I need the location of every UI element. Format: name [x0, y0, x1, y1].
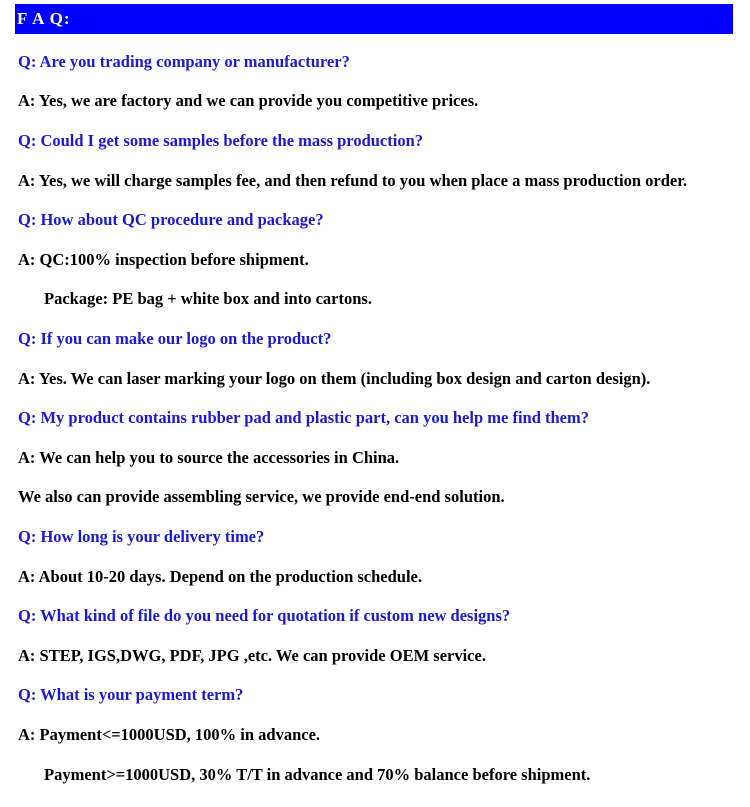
- answer-factory: A: Yes, we are factory and we can provide you competitive prices.: [18, 91, 479, 110]
- answer-logo: A: Yes. We can laser marking your logo on them (including box design and carton design).: [18, 369, 651, 388]
- answer-samples: A: Yes, we will charge samples fee, and then refund to you when place a mass production order.: [18, 171, 688, 190]
- answer-package: Package: PE bag + white box and into cartons.: [44, 289, 372, 308]
- answer-assembling: We also can provide assembling service, we provide end-end solution.: [18, 487, 505, 506]
- question-rubber-pad: Q: My product contains rubber pad and plastic part, can you help me find them?: [18, 408, 589, 427]
- question-logo: Q: If you can make our logo on the product?: [18, 329, 332, 348]
- question-qc-package: Q: How about QC procedure and package?: [18, 210, 324, 229]
- question-delivery-time: Q: How long is your delivery time?: [18, 527, 265, 546]
- answer-payment-large: Payment>=1000USD, 30% T/T in advance and 70% balance before shipment.: [44, 765, 591, 784]
- answer-delivery-time: A: About 10-20 days. Depend on the production schedule.: [18, 567, 423, 586]
- question-trading-or-manufacturer: Q: Are you trading company or manufacturer?: [18, 52, 350, 71]
- question-file-types: Q: What kind of file do you need for quotation if custom new designs?: [18, 606, 511, 625]
- question-payment-term: Q: What is your payment term?: [18, 685, 244, 704]
- answer-qc: A: QC:100% inspection before shipment.: [18, 250, 309, 269]
- faq-header: F A Q:: [15, 4, 733, 34]
- answer-source-accessories: A: We can help you to source the accessories in China.: [18, 448, 400, 467]
- answer-file-types: A: STEP, IGS,DWG, PDF, JPG ,etc. We can provide OEM service.: [18, 646, 486, 665]
- answer-payment-small: A: Payment<=1000USD, 100% in advance.: [18, 725, 321, 744]
- question-samples: Q: Could I get some samples before the mass production?: [18, 131, 424, 150]
